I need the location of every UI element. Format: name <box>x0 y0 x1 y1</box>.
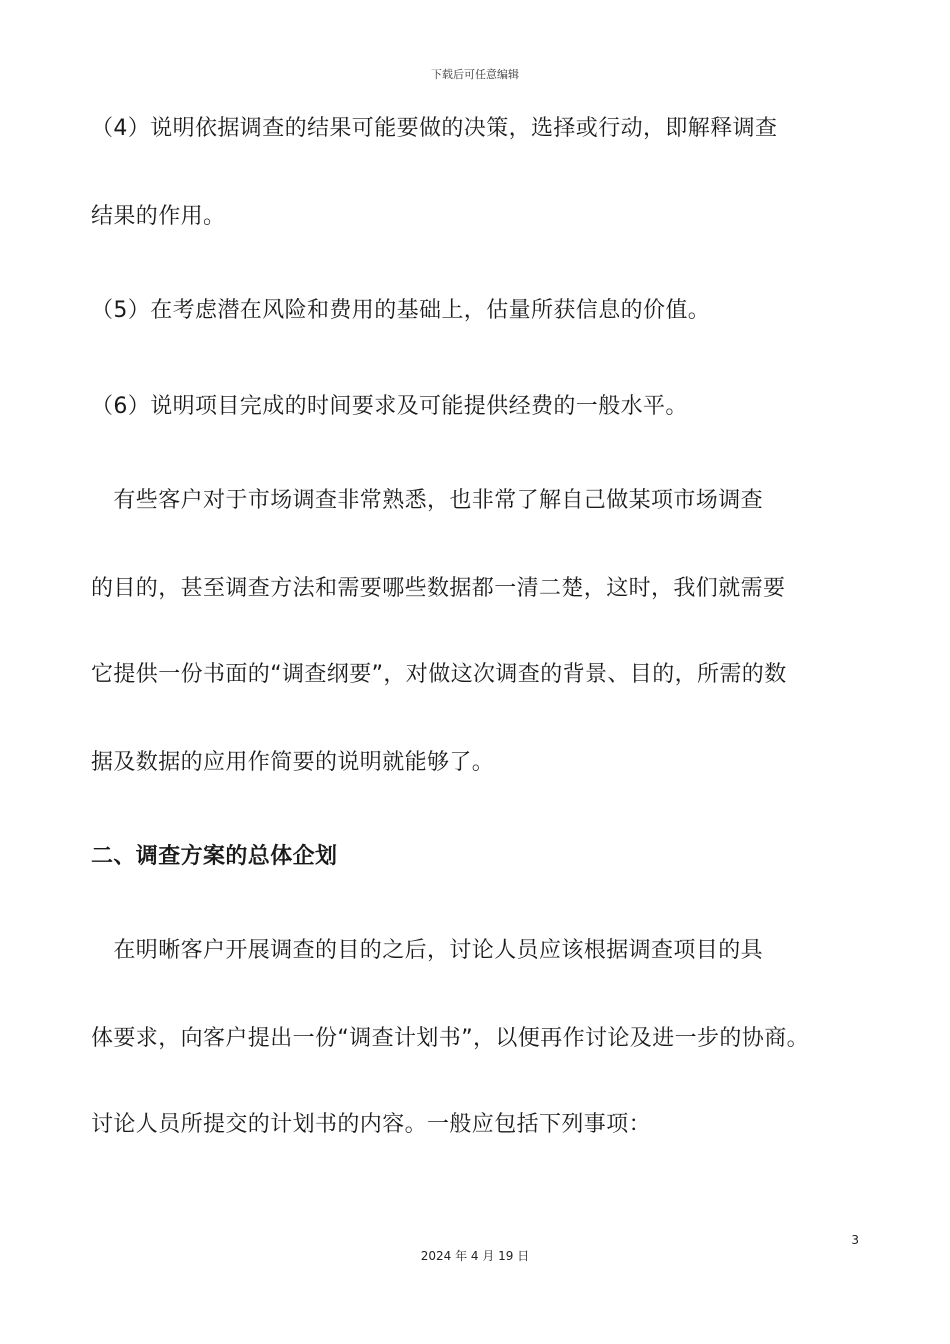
paragraph-line: 它提供一份书面的“调查纲要”，对做这次调查的背景、目的，所需的数 <box>91 662 787 687</box>
paragraph-line: 体要求，向客户提出一份“调查计划书”，以便再作讨论及进一步的协商。 <box>91 1026 809 1051</box>
paragraph-line: 在明晰客户开展调查的目的之后，讨论人员应该根据调查项目的具 <box>91 938 764 963</box>
paragraph-line: 有些客户对于市场调查非常熟悉，也非常了解自己做某项市场调查 <box>91 488 764 513</box>
footer-date: 2024 年 4 月 19 日 <box>420 1249 530 1263</box>
page-header: 下载后可任意编辑 <box>431 68 519 81</box>
page-number: 3 <box>851 1233 859 1247</box>
paragraph-line-item-4-continued: 结果的作用。 <box>91 204 226 229</box>
section-heading: 二、调查方案的总体企划 <box>91 844 338 869</box>
paragraph-line-item-4: （4）说明依据调查的结果可能要做的决策，选择或行动，即解释调查 <box>91 116 778 141</box>
paragraph-line: 讨论人员所提交的计划书的内容。一般应包括下列事项： <box>91 1112 652 1137</box>
paragraph-line-item-6: （6）说明项目完成的时间要求及可能提供经费的一般水平。 <box>91 394 688 419</box>
paragraph-line: 的目的，甚至调查方法和需要哪些数据都一清二楚，这时，我们就需要 <box>91 576 786 601</box>
paragraph-line: 据及数据的应用作简要的说明就能够了。 <box>91 750 495 775</box>
paragraph-line-item-5: （5）在考虑潜在风险和费用的基础上，估量所获信息的价值。 <box>91 298 711 323</box>
